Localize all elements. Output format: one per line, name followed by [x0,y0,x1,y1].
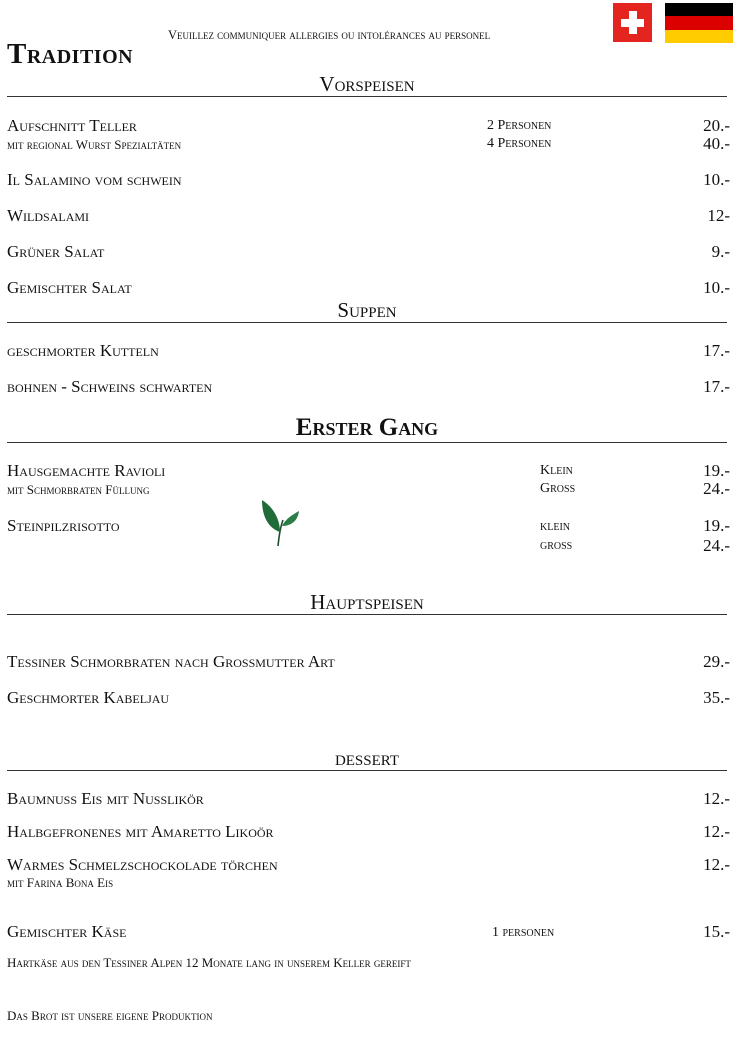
cheese-note: Hartkäse aus den Tessiner Alpen 12 Monate lang in unserem Keller gereift [7,955,411,970]
menu-item-price: 17.- [703,341,730,360]
menu-item-price: 15.- [703,922,730,941]
menu-item-description: mit Schmorbraten Füllung [7,482,150,497]
page-title: Tradition [7,38,134,70]
menu-item-name: bohnen - Schweins schwarten [7,377,213,396]
section-heading-erster-gang: Erster Gang [7,414,727,443]
portion-size: Klein [540,463,573,478]
menu-item-name: Baumnuss Eis mit Nusslikör [7,789,204,808]
portion-size: gross [540,538,573,553]
menu-item-name: Warmes Schmelzschockolade törchen [7,855,278,874]
section-heading-suppen: Suppen [7,298,727,323]
menu-item-name: Aufschnitt Teller [7,116,137,135]
menu-item-price: 17.- [703,377,730,396]
menu-item-name: geschmorter Kutteln [7,341,159,360]
german-flag-icon [665,3,733,43]
menu-item-price: 24.- [703,536,730,555]
portion-size: 1 personen [492,925,555,940]
menu-item-name: Gemischter Salat [7,278,132,297]
menu-item-name: Hausgemachte Ravioli [7,461,166,480]
portion-size: Gross [540,481,576,496]
menu-item-name: Steinpilzrisotto [7,516,120,535]
menu-item-price: 35.- [703,688,730,707]
menu-item-price: 20.- [703,116,730,135]
portion-size: klein [540,519,570,534]
menu-item-name: Wildsalami [7,206,90,225]
menu-item-description: mit Farina Bona Eis [7,875,114,890]
leaf-icon [258,498,302,550]
portion-size: 2 Personen [487,118,552,133]
menu-item-price: 40.- [703,134,730,153]
footer-note: Das Brot ist unsere eigene Produktion [7,1008,213,1023]
portion-size: 4 Personen [487,136,552,151]
menu-item-price: 9.- [711,242,730,261]
menu-item-name: Tessiner Schmorbraten nach Grossmutter Art [7,652,335,671]
section-heading-vorspeisen: Vorspeisen [7,72,727,97]
menu-item-name: Grüner Salat [7,242,105,261]
menu-item-name: Il Salamino vom schwein [7,170,182,189]
menu-item-price: 12.- [703,822,730,841]
menu-item-name: Halbgefronenes mit Amaretto Likoör [7,822,274,841]
menu-item-name: Geschmorter Kabeljau [7,688,170,707]
allergy-notice: Veuillez communiquer allergies ou intolérances au personel [168,28,491,42]
swiss-flag-icon [613,3,652,42]
menu-item-price: 19.- [703,461,730,480]
section-heading-hauptspeisen: Hauptspeisen [7,590,727,615]
menu-item-price: 29.- [703,652,730,671]
menu-item-price: 24.- [703,479,730,498]
section-heading-dessert: dessert [7,746,727,771]
menu-item-price: 12- [707,206,730,225]
menu-item-description: mit regional Wurst Spezialtäten [7,137,182,152]
menu-item-price: 10.- [703,170,730,189]
menu-item-price: 12.- [703,789,730,808]
menu-item-name: Gemischter Käse [7,922,127,941]
menu-item-price: 19.- [703,516,730,535]
menu-item-price: 10.- [703,278,730,297]
menu-item-price: 12.- [703,855,730,874]
